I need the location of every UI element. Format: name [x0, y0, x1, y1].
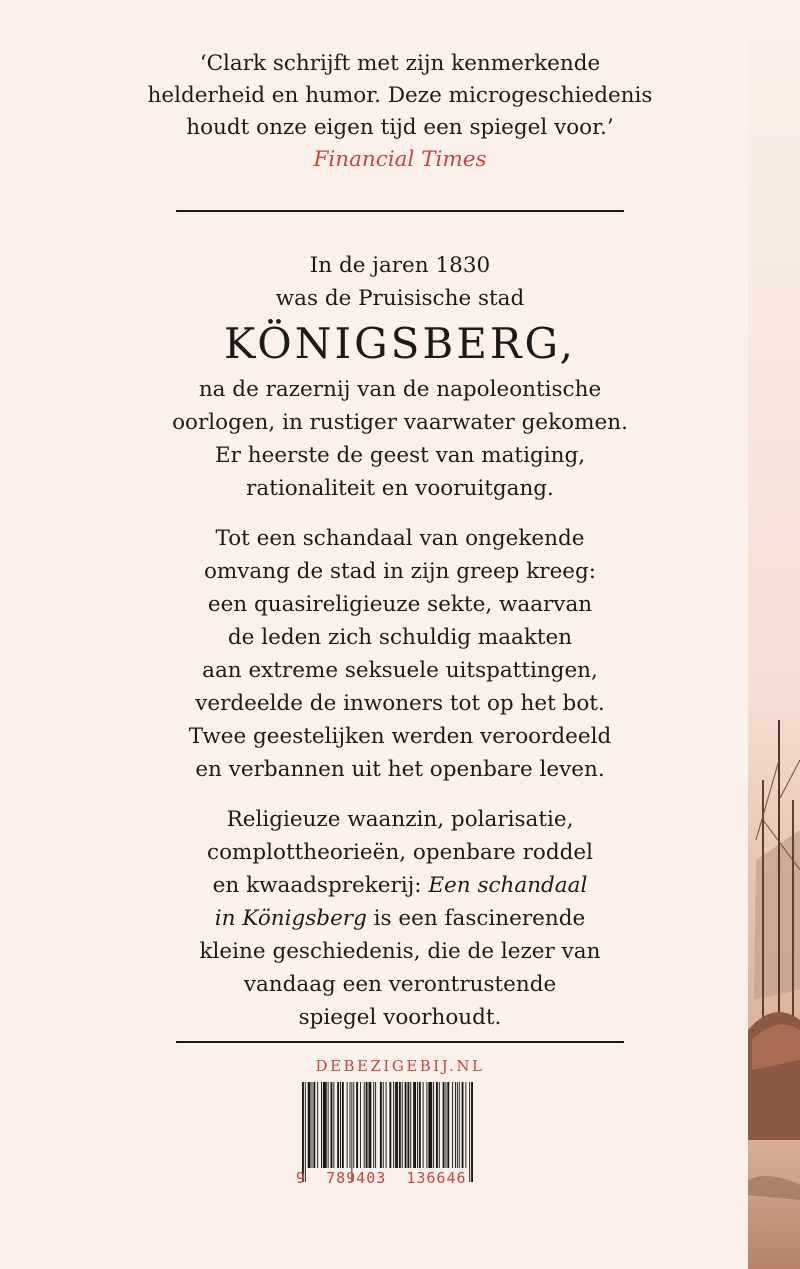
barcode-bar — [447, 1082, 449, 1168]
isbn-digit-first: 9 — [296, 1169, 307, 1187]
book-title-italic: in Königsberg — [214, 906, 367, 931]
divider-bottom — [176, 1041, 624, 1043]
barcode-bar — [436, 1082, 438, 1168]
book-title-italic: Een schandaal — [428, 873, 588, 898]
isbn-digits-group-2: 136646 — [406, 1169, 467, 1187]
barcode-bar — [347, 1082, 348, 1168]
barcode-bar — [459, 1082, 460, 1168]
barcode-bar — [452, 1082, 453, 1168]
barcode-bar — [369, 1082, 372, 1168]
barcode-bar — [383, 1082, 384, 1168]
quote-line: houdt onze eigen tijd een spiegel voor.’ — [186, 115, 614, 140]
blurb-line: de leden zich schuldig maakten — [227, 625, 573, 650]
blurb-line: Twee geestelijken werden veroordeeld — [188, 724, 612, 749]
blurb-line: aan extreme seksuele uitspattingen, — [202, 658, 598, 683]
blurb-line: Er heerste de geest van matiging, — [214, 443, 586, 468]
blurb-line: oorlogen, in rustiger vaarwater gekomen. — [172, 410, 628, 435]
blurb-line: en verbannen uit het openbare leven. — [195, 757, 605, 782]
book-blurb — [90, 249, 710, 1034]
barcode-bar — [439, 1082, 440, 1168]
press-quote — [100, 48, 700, 176]
barcode-bar — [462, 1082, 464, 1168]
barcode-bar — [340, 1082, 341, 1168]
barcode-bar — [405, 1082, 407, 1168]
barcode-bar — [333, 1082, 334, 1168]
barcode-bar — [313, 1082, 315, 1168]
barcode-bar — [312, 1082, 313, 1168]
blurb-line: omvang de stad in zijn greep kreeg: — [203, 559, 597, 584]
barcode-bar — [389, 1082, 391, 1168]
blurb-line: spiegel voorhoudt. — [298, 1005, 502, 1030]
barcode-bar — [407, 1082, 409, 1168]
blurb-text: en kwaadsprekerij: — [212, 873, 429, 898]
barcode-bar — [413, 1082, 416, 1168]
blurb-line: was de Pruisische stad — [275, 286, 525, 311]
blurb-line: na de razernij van de napoleontische — [198, 377, 602, 402]
barcode-bar — [331, 1082, 333, 1168]
blurb-line: verdeelde de inwoners tot op het bot. — [195, 691, 605, 716]
barcode-bar — [305, 1082, 306, 1182]
barcode-bar — [399, 1082, 401, 1168]
barcode-bar — [317, 1082, 318, 1168]
barcode-bar — [360, 1082, 361, 1168]
barcode-bar — [469, 1082, 470, 1182]
barcode-bar — [428, 1082, 432, 1168]
barcode-bar — [342, 1082, 344, 1168]
barcode-bar — [386, 1082, 387, 1168]
blurb-line: een quasireligieuze sekte, waarvan — [207, 592, 593, 617]
barcode-bar — [375, 1082, 376, 1168]
blurb-line: Tot een schandaal van ongekende — [215, 526, 585, 551]
barcode-bar — [364, 1082, 365, 1168]
barcode-bar — [395, 1082, 398, 1168]
quote-line: ‘Clark schrijft met zijn kenmerkende — [199, 51, 601, 76]
barcode-bar — [373, 1082, 374, 1168]
blurb-line: complottheorieën, openbare roddel — [207, 840, 593, 865]
barcode-bar — [465, 1082, 466, 1168]
barcode-bar — [457, 1082, 458, 1168]
barcode-bar — [380, 1082, 382, 1168]
blurb-text: is een fascinerende — [366, 906, 586, 931]
barcode-bar — [366, 1082, 368, 1168]
barcode-bar — [402, 1082, 403, 1168]
barcode-bar — [351, 1082, 352, 1182]
isbn-digits-group-1: 789403 — [326, 1169, 387, 1187]
blurb-line: rationaliteit en vooruitgang. — [246, 476, 554, 501]
barcode-bar — [356, 1082, 358, 1168]
barcode-bar — [426, 1082, 427, 1168]
quote-line: helderheid en humor. Deze microgeschiedenis — [147, 83, 653, 108]
barcode-bar — [323, 1082, 327, 1168]
barcode-bar — [433, 1082, 434, 1168]
barcode-bar — [455, 1082, 456, 1168]
divider-top — [176, 210, 624, 212]
barcode-bar — [471, 1082, 473, 1182]
barcode-bar — [353, 1082, 354, 1168]
barcode-bar — [443, 1082, 445, 1168]
barcode-bar — [308, 1082, 311, 1168]
blurb-line — [90, 902, 710, 935]
city-punctuation: , — [559, 319, 576, 368]
blurb-line: kleine geschiedenis, die de lezer van — [199, 939, 601, 964]
barcode-bar — [302, 1082, 304, 1182]
blurb-line: Religieuze waanzin, polarisatie, — [226, 807, 574, 832]
city-name-heading — [90, 315, 710, 373]
publisher-url: DEBEZIGEBIJ.NL — [315, 1057, 485, 1075]
blurb-line: In de jaren 1830 — [309, 253, 491, 278]
barcode-bar — [328, 1082, 329, 1168]
barcode-bar — [321, 1082, 322, 1168]
barcode-bar — [350, 1082, 351, 1168]
quote-source: Financial Times — [313, 147, 487, 172]
city-name: KÖNIGSBERG — [224, 319, 560, 368]
barcode-bar — [445, 1082, 446, 1168]
isbn-digits — [296, 1169, 478, 1187]
barcode-bar — [423, 1082, 424, 1168]
barcode-bar — [337, 1082, 339, 1168]
blurb-line — [90, 869, 710, 902]
barcode-bar — [410, 1082, 411, 1168]
barcode-bar — [417, 1082, 418, 1168]
barcode-bar — [419, 1082, 421, 1168]
barcode-bar — [393, 1082, 394, 1168]
blurb-line: vandaag een verontrustende — [243, 972, 557, 997]
